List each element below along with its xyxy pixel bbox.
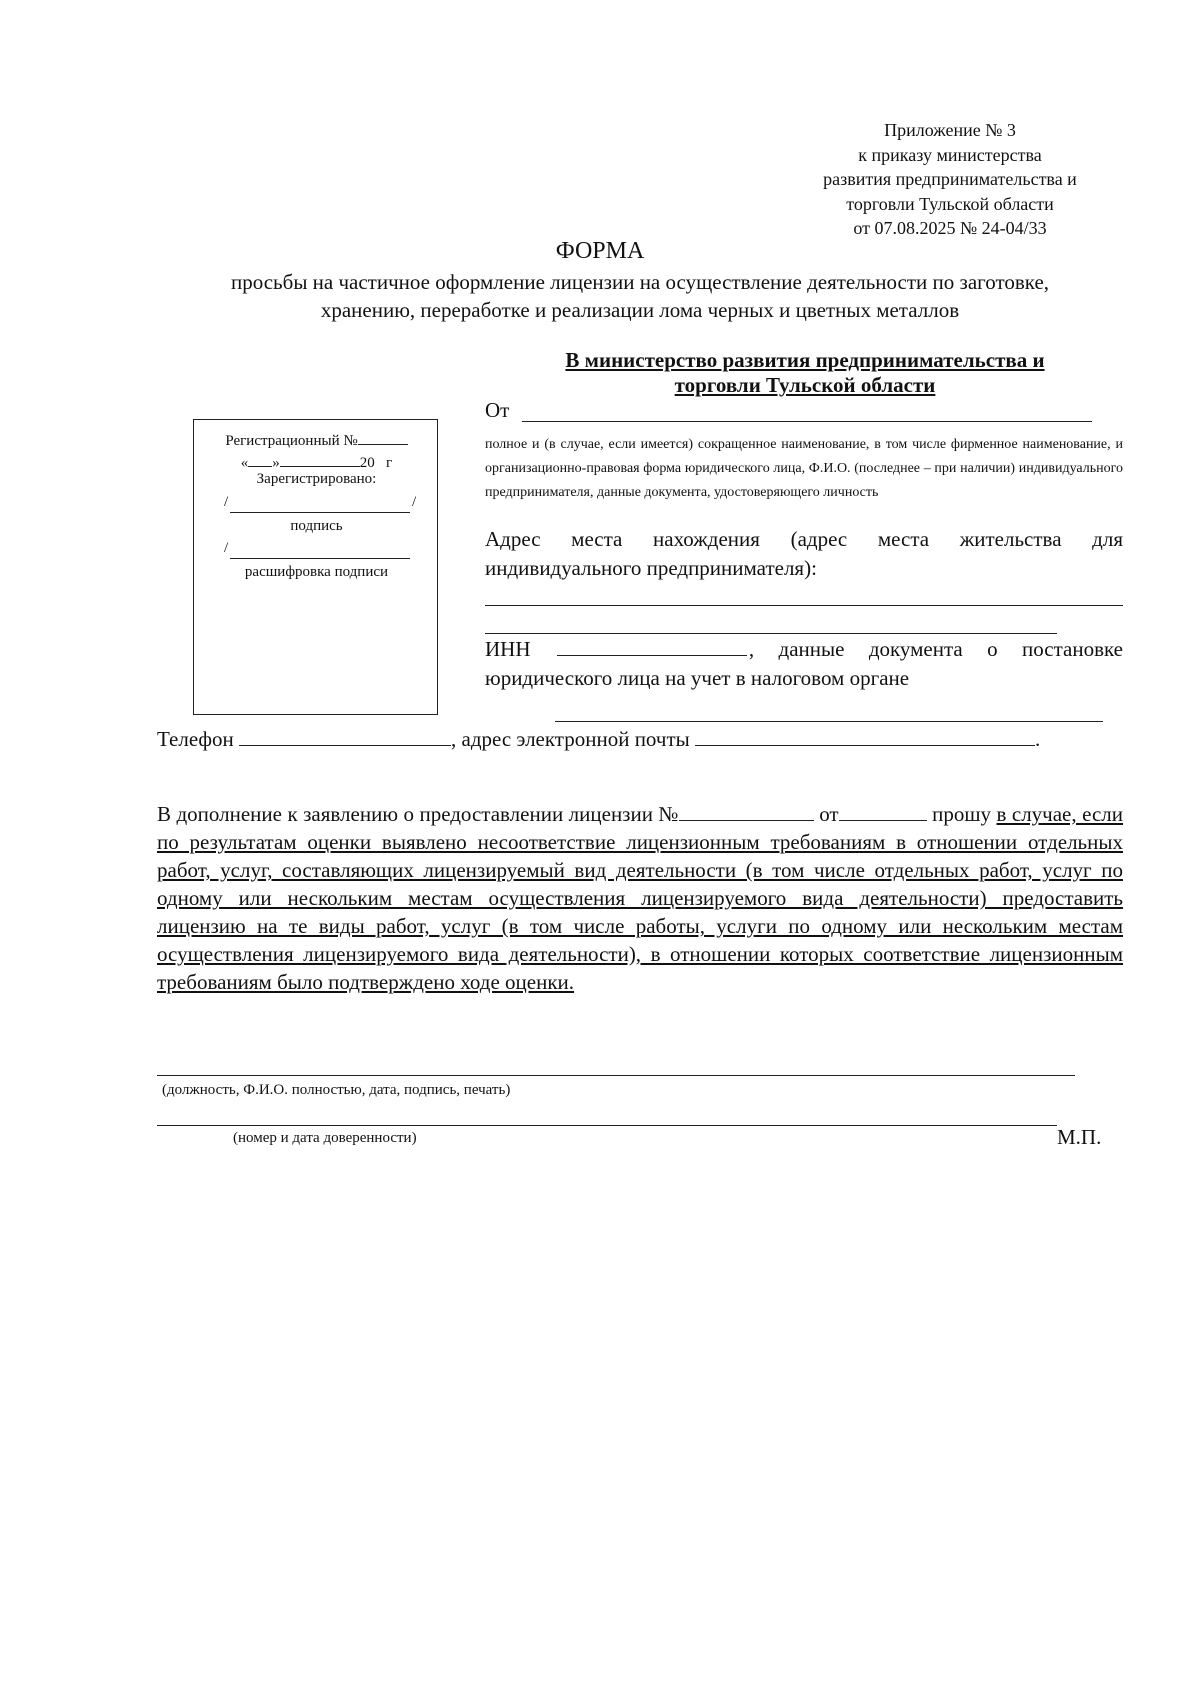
- signature-decode-caption: расшифровка подписи: [244, 564, 389, 580]
- form-subtitle-line-2: хранению, переработке и реализации лома черных и цветных металлов: [320, 298, 960, 322]
- from-input-line[interactable]: [522, 421, 1092, 422]
- reg-year-suffix: г: [386, 455, 393, 471]
- tax-registration-input-line[interactable]: [555, 721, 1103, 722]
- license-date-input-line[interactable]: [839, 800, 927, 821]
- appendix-ministry-line: развития предпринимательства и: [823, 169, 1077, 189]
- signature-decode-input-line[interactable]: [230, 558, 410, 559]
- recipient-line-1: В министерство развития предпринимательства и: [565, 348, 1045, 372]
- signature-slash-right: /: [412, 494, 417, 510]
- recipient-block: [505, 348, 1105, 398]
- address-label: Адрес места нахождения (адрес места жительства для индивидуального предпринимателя):: [485, 527, 1123, 580]
- reg-number-input-line[interactable]: [358, 430, 408, 445]
- reg-date-close-quote: »: [272, 455, 280, 471]
- applicant-name-note: полное и (в случае, если имеется) сокращенное наименование, в том числе фирменное наименование, и организационно-правовая форма юридического лица, Ф.И.О. (последнее – при наличии) индивидуального предпринимателя, данные документа, удостоверяющего личность: [485, 437, 1123, 500]
- inn-input-line[interactable]: [557, 635, 747, 656]
- inn-tail-text: , данные документа о постановке юридического лица на учет в налоговом органе: [485, 637, 1123, 690]
- reg-number-label: Регистрационный №: [225, 433, 358, 449]
- signature-slash-left: /: [224, 494, 229, 510]
- request-from-label: от: [819, 802, 839, 826]
- inn-block: [485, 635, 1123, 693]
- form-title: ФОРМА: [555, 238, 645, 264]
- license-number-input-line[interactable]: [679, 800, 814, 821]
- reg-date-open-quote: «: [240, 455, 249, 471]
- contacts-end: .: [1035, 727, 1041, 751]
- request-paragraph: [157, 800, 1123, 996]
- address-input-line-1[interactable]: [485, 605, 1123, 606]
- stamp-place-label: М.П.: [1057, 1125, 1102, 1149]
- request-intro: В дополнение к заявлению о предоставлении лицензии №: [157, 802, 679, 826]
- appendix-number: Приложение № 3: [884, 120, 1016, 140]
- phone-label: Телефон: [157, 727, 234, 751]
- request-underlined-text: в случае, если по результатам оценки выявлено несоответствие лицензионным требованиям в отношении отдельных работ, услуг, составляющих лицензируемый вид деятельности (в том числе отдельных работ, услуг по одному или нескольким местам осуществления лицензируемого вида деятельности) предоставить лицензию на те виды работ, услуг (в том числе работы, услуги по одному или нескольким местам осуществления лицензируемого вида деятельности), в отношении которых соответствие лицензионным требованиям было подтверждено ходе оценки.: [157, 802, 1123, 994]
- power-of-attorney-caption: (номер и дата доверенности): [233, 1130, 417, 1146]
- signer-caption: (должность, Ф.И.О. полностью, дата, подпись, печать): [162, 1082, 511, 1098]
- phone-input-line[interactable]: [239, 725, 451, 746]
- signer-input-line[interactable]: [157, 1075, 1075, 1076]
- signature-input-line[interactable]: [230, 512, 410, 513]
- address-input-line-2[interactable]: [485, 633, 1057, 634]
- appendix-date-line: от 07.08.2025 № 24-04/33: [853, 218, 1047, 238]
- registration-box: [193, 419, 438, 715]
- appendix-region-line: торговли Тульской области: [846, 193, 1054, 214]
- reg-number-row: [194, 430, 439, 450]
- from-label: От: [485, 398, 510, 422]
- reg-month-input-line[interactable]: [280, 452, 360, 467]
- power-of-attorney-input-line[interactable]: [157, 1125, 1057, 1126]
- recipient-line-2: торговли Тульской области: [674, 373, 936, 397]
- form-subtitle: [150, 268, 1130, 324]
- reg-year-label: 20: [359, 455, 375, 471]
- request-ask: прошу: [932, 802, 991, 826]
- email-label: , адрес электронной почты: [451, 727, 690, 751]
- reg-day-input-line[interactable]: [248, 452, 272, 467]
- decode-slash-left: /: [224, 540, 229, 556]
- registered-label: Зарегистрировано:: [256, 471, 377, 487]
- contacts-row: [157, 725, 1117, 752]
- appendix-block: [800, 118, 1100, 241]
- inn-label: ИНН: [485, 637, 531, 661]
- form-subtitle-line-1: просьбы на частичное оформление лицензии на осуществление деятельности по заготовке,: [230, 270, 1050, 294]
- email-input-line[interactable]: [695, 725, 1035, 746]
- reg-date-row: [194, 452, 439, 472]
- appendix-order-line: к приказу министерства: [858, 144, 1042, 165]
- signature-caption: подпись: [290, 518, 343, 534]
